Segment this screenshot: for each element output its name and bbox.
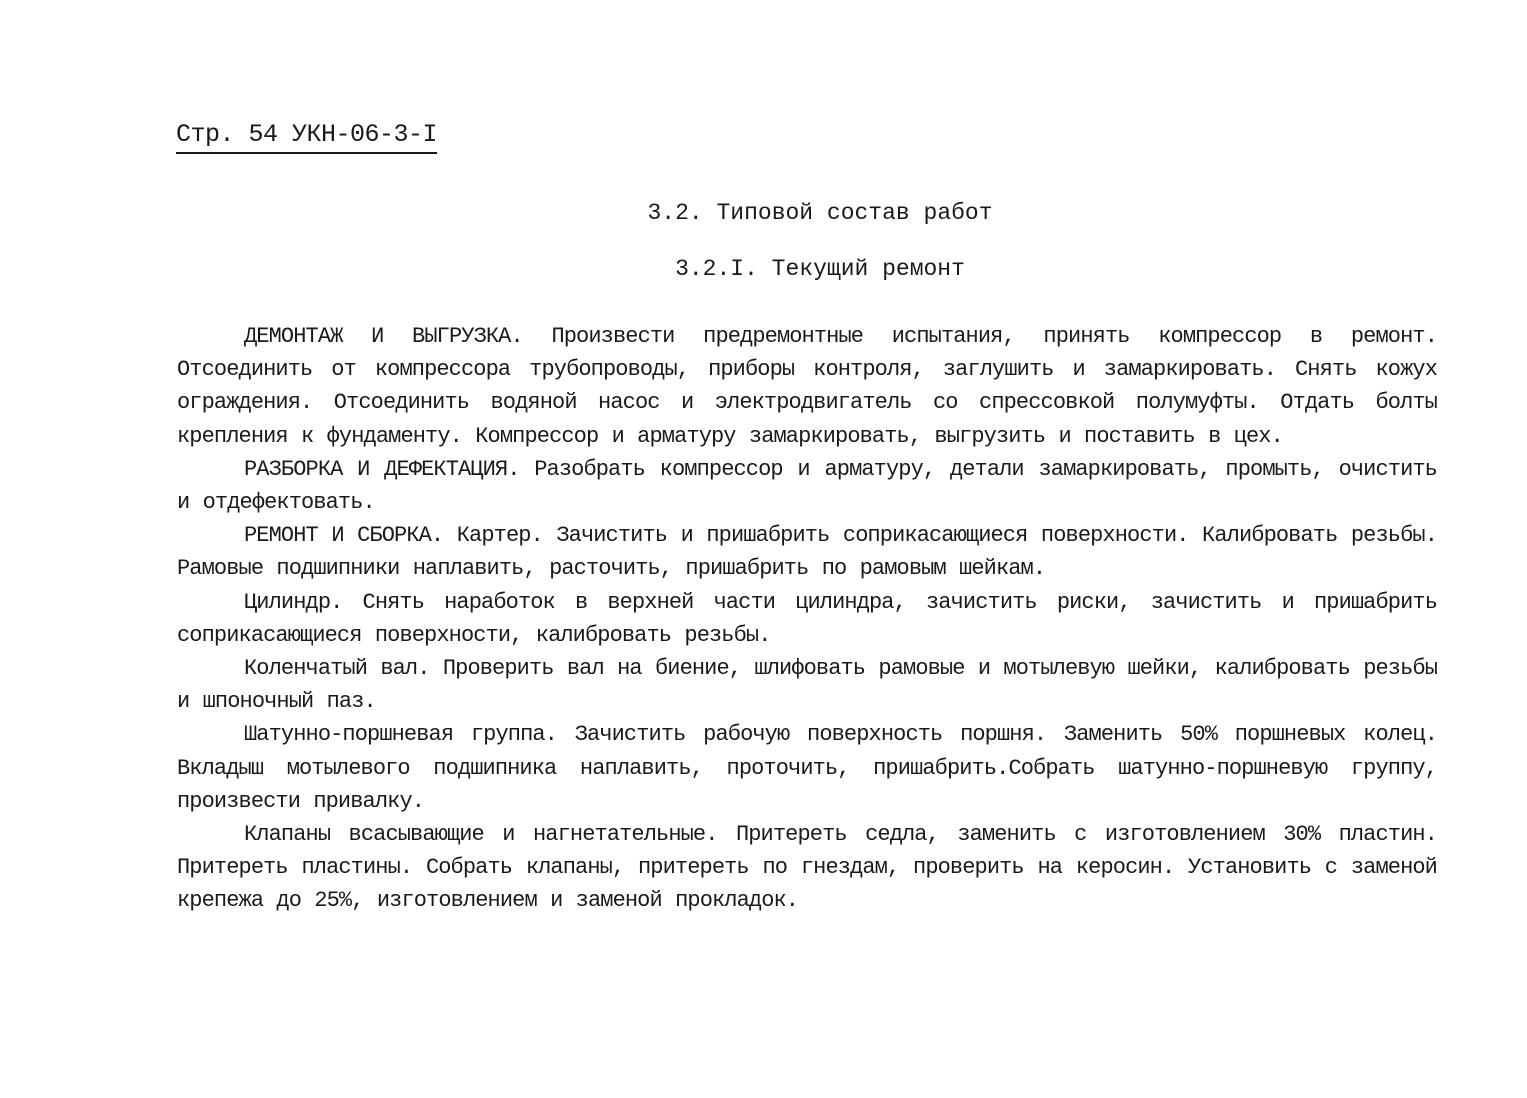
- paragraph-piston-group: Шатунно-поршневая группа. Зачистить рабочую поверхность поршня. Заменить 50% поршневых колец. Вкладыш мотылевого подшипника наплавить, проточить, пришабрить.Собрать шатунно-поршневую группу, произвести привалку.: [177, 722, 1437, 814]
- page-reference: Стр. 54 УКН-06-3-I: [176, 120, 437, 154]
- paragraph-valves: Клапаны всасывающие и нагнетательные. Притереть седла, заменить с изготовлением 30% пластин. Притереть пластины. Собрать клапаны, притереть по гнездам, проверить на керосин. Установить с заменой крепежа до 25%, изготовлением и заменой прокладок.: [177, 822, 1437, 914]
- paragraph-crankshaft: Коленчатый вал. Проверить вал на биение, шлифовать рамовые и мотылевую шейки, калибровать резьбы и шпоночный паз.: [177, 656, 1438, 715]
- subsection-title: 3.2.I. Текущий ремонт: [675, 256, 965, 282]
- paragraph-dismantling: ДЕМОНТАЖ И ВЫГРУЗКА. Произвести предремонтные испытания, принять компрессор в ремонт. Отсоединить от компрессора трубопроводы, приборы контроля, заглушить и замаркировать. Снять кожух ограждения. Отсоединить водяной насос и электродвигатель со спрессовкой полумуфты. Отдать болты крепления к фундаменту. Компрессор и арматуру замаркировать, выгрузить и поставить в цех.: [177, 324, 1437, 449]
- paragraph-repair-crankcase: РЕМОНТ И СБОРКА. Картер. Зачистить и пришабрить соприкасающиеся поверхности. Калибровать резьбы. Рамовые подшипники наплавить, расточить, пришабрить по рамовым шейкам.: [177, 523, 1437, 582]
- paragraph-cylinder: Цилиндр. Снять наработок в верхней части цилиндра, зачистить риски, зачистить и пришабрить соприкасающиеся поверхности, калибровать резьбы.: [177, 589, 1437, 648]
- paragraph-disassembly: РАЗБОРКА И ДЕФЕКТАЦИЯ. Разобрать компрессор и арматуру, детали замаркировать, промыть, очистить и отдефектовать.: [177, 456, 1437, 516]
- section-title: 3.2. Типовой состав работ: [647, 200, 993, 226]
- body-text: [177, 320, 1437, 918]
